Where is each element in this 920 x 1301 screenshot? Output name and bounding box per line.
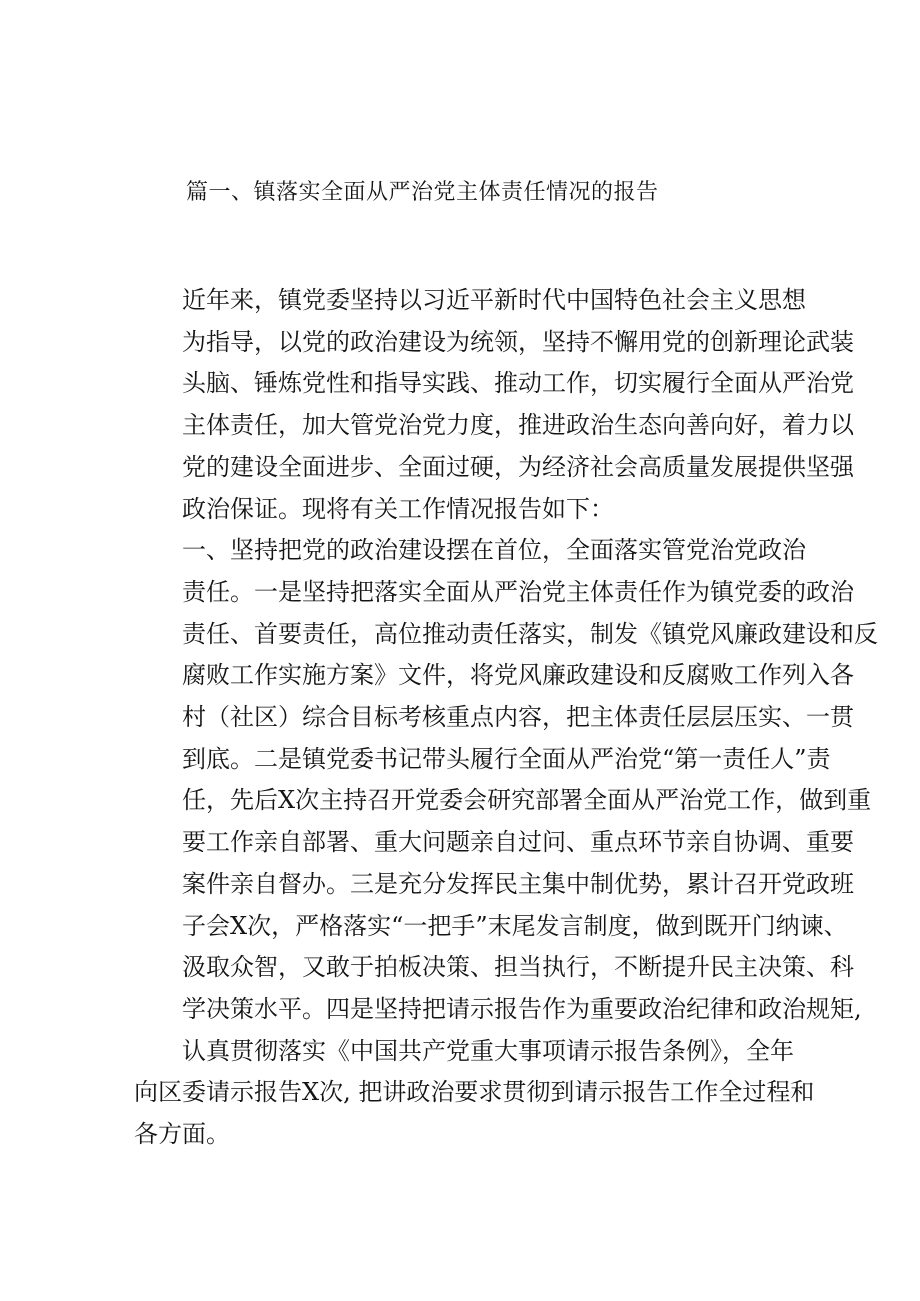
text-line: 子会X次，严格落实“一把手”末尾发言制度，做到既开门纳谏、 <box>182 911 848 940</box>
text-line: 头脑、锤炼党性和指导实践、推动工作，切实履行全面从严治党 <box>182 369 854 398</box>
text-line: 要工作亲自部署、重大问题亲自过问、重点环节亲自协调、重要 <box>182 828 854 857</box>
text-line: 责任。一是坚持把落实全面从严治党主体责任作为镇党委的政治 <box>182 577 854 606</box>
text-line: 任，先后X次主持召开党委会研究部署全面从严治党工作，做到重 <box>182 786 872 815</box>
text-line: 学决策水平。四是坚持把请示报告作为重要政治纪律和政治规矩, <box>182 994 862 1023</box>
text-line: 政治保证。现将有关工作情况报告如下： <box>182 494 614 523</box>
text-line: 汲取众智，又敢于拍板决策、担当执行，不断提升民主决策、科 <box>182 953 854 982</box>
text-line: 责任、首要责任，高位推动责任落实，制发《镇党风廉政建设和反 <box>182 619 878 648</box>
text-line: 为指导，以党的政治建设为统领，坚持不懈用党的创新理论武装 <box>182 327 854 356</box>
text-line: 腐败工作实施方案》文件，将党风廉政建设和反腐败工作列入各 <box>182 661 854 690</box>
text-line: 到底。二是镇党委书记带头履行全面从严治党“第一责任人”责 <box>182 744 831 773</box>
text-line: 案件亲自督办。三是充分发挥民主集中制优势，累计召开党政班 <box>182 869 854 898</box>
paragraph-continuation <box>134 1072 815 1155</box>
text-line: 近年来，镇党委坚持以习近平新时代中国特色社会主义思想 <box>182 286 806 314</box>
text-line: 村（社区）综合目标考核重点内容，把主体责任层层压实、一贯 <box>182 703 854 732</box>
paragraph-intro <box>134 280 854 530</box>
text-line: 党的建设全面进步、全面过硬，为经济社会高质量发展提供坚强 <box>182 452 854 481</box>
document-body <box>134 280 878 1156</box>
paragraph-section-one <box>134 530 878 1072</box>
text-line: 各方面。 <box>134 1120 230 1149</box>
text-line: 一、坚持把党的政治建设摆在首位，全面落实管党治党政治 <box>182 536 806 565</box>
text-line: 主体责任，加大管党治党力度，推进政治生态向善向好，着力以 <box>182 411 854 440</box>
document-title: 篇一、镇落实全面从严治党主体责任情况的报告 <box>186 180 659 205</box>
text-line: 向区委请示报告X次, 把讲政治要求贯彻到请示报告工作全过程和 <box>134 1078 815 1107</box>
text-line: 认真贯彻落实《中国共产党重大事项请示报告条例》，全年 <box>182 1036 794 1065</box>
